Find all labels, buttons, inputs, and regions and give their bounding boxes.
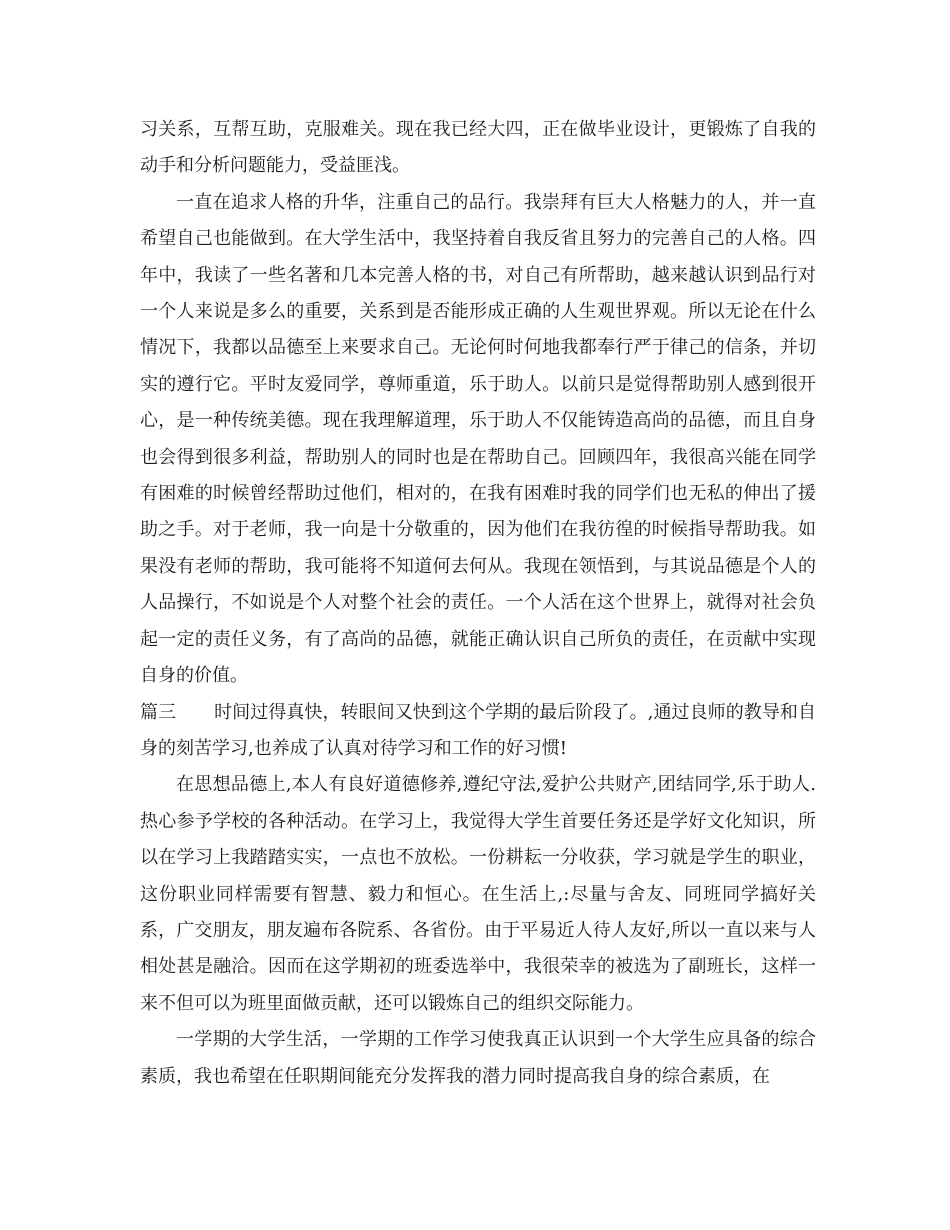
paragraph-continuation: 习关系，互帮互助，克服难关。现在我已经大四，正在做毕业设计，更锻炼了自我的动手和分析问题能力，受益匪浅。 (140, 119, 816, 177)
paragraph-moral-study-life: 在思想品德上,本人有良好道德修养,遵纪守法,爱护公共财产,团结同学,乐于助人.热心参予学校的各种活动。在学习上，我觉得大学生首要任务还是学好文化知识，所以在学习上我踏踏实实，一点也不放松。一份耕耘一分收获，学习就是学生的职业，这份职业同样需要有智慧、毅力和恒心。在生活上,:尽量与舍友、同班同学搞好关系，广交朋友，朋友遍布各院系、各省份。由于平易近人待人友好,所以一直以来与人相处甚是融洽。因而在这学期初的班委选举中，我很荣幸的被选为了副班长，这样一来不但可以为班里面做贡献，还可以锻炼自己的组织交际能力。 (140, 774, 816, 1014)
document-body (140, 112, 816, 1095)
paragraph-semester-summary: 一学期的大学生活，一学期的工作学习使我真正认识到一个大学生应具备的综合素质，我也希望在任职期间能充分发挥我的潜力同时提高我自身的综合素质，在 (140, 1029, 816, 1087)
paragraph-section-three (140, 695, 816, 768)
paragraph-section-three-text: 时间过得真快，转眼间又快到这个学期的最后阶段了。,通过良师的教导和自身的刻苦学习,也养成了认真对待学习和工作的好习惯! (140, 701, 816, 759)
section-label: 篇三 (140, 701, 176, 723)
paragraph-character: 一直在追求人格的升华，注重自己的品行。我崇拜有巨大人格魅力的人，并一直希望自己也能做到。在大学生活中，我坚持着自我反省且努力的完善自己的人格。四年中，我读了一些名著和几本完善人格的书，对自己有所帮助，越来越认识到品行对一个人来说是多么的重要，关系到是否能形成正确的人生观世界观。所以无论在什么情况下，我都以品德至上来要求自己。无论何时何地我都奉行严于律己的信条，并切实的遵行它。平时友爱同学，尊师重道，乐于助人。以前只是觉得帮助别人感到很开心，是一种传统美德。现在我理解道理，乐于助人不仅能铸造高尚的品德，而且自身也会得到很多利益，帮助别人的同时也是在帮助自己。回顾四年，我很高兴能在同学有困难的时候曾经帮助过他们，相对的，在我有困难时我的同学们也无私的伸出了援助之手。对于老师，我一向是十分敬重的，因为他们在我彷徨的时候指导帮助我。如果没有老师的帮助，我可能将不知道何去何从。我现在领悟到，与其说品德是个人的人品操行，不如说是个人对整个社会的责任。一个人活在这个世界上，就得对社会负起一定的责任义务，有了高尚的品德，就能正确认识自己所负的责任，在贡献中实现自身的价值。 (140, 191, 816, 687)
